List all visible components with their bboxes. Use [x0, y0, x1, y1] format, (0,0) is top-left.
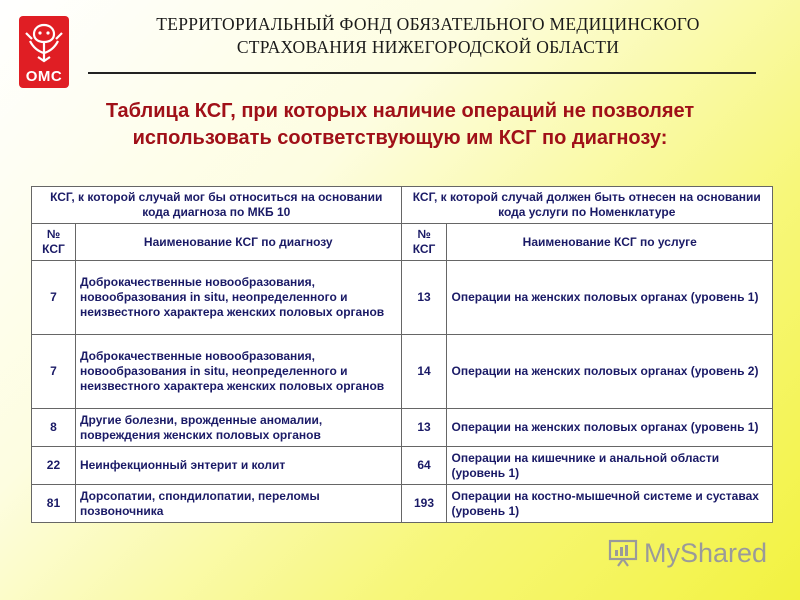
ksg-service-number: 13: [401, 261, 447, 335]
myshared-watermark: [608, 536, 767, 570]
column-header-ksg-number: № КСГ: [32, 224, 76, 261]
ksg-diagnosis-name: Неинфекционный энтерит и колит: [75, 447, 401, 485]
table-row: [32, 261, 773, 335]
ksg-diagnosis-number: 7: [32, 335, 76, 409]
ksg-service-name: Операции на женских половых органах (уровень 1): [447, 409, 773, 447]
ksg-diagnosis-number: 81: [32, 485, 76, 523]
group-header-diagnosis: КСГ, к которой случай мог бы относиться на основании кода диагноза по МКБ 10: [32, 187, 402, 224]
subtitle-line2: использовать соответствующую им КСГ по диагнозу:: [132, 127, 668, 149]
emblem-icon: [24, 21, 64, 65]
oms-logo: [19, 16, 69, 88]
ksg-service-name: Операции на женских половых органах (уровень 1): [447, 261, 773, 335]
column-header-diagnosis-name: Наименование КСГ по диагнозу: [75, 224, 401, 261]
organization-title-line2: СТРАХОВАНИЯ НИЖЕГОРОДСКОЙ ОБЛАСТИ: [236, 37, 620, 57]
ksg-diagnosis-name: Доброкачественные новообразования, новообразования in situ, неопределенного и неизвестного характера женских половых органов: [75, 261, 401, 335]
column-header-service-name: Наименование КСГ по услуге: [447, 224, 773, 261]
slide-subtitle: [60, 98, 740, 152]
ksg-service-number: 13: [401, 409, 447, 447]
header-divider: [88, 72, 756, 74]
ksg-service-name: Операции на костно-мышечной системе и суставах (уровень 1): [447, 485, 773, 523]
ksg-service-name: Операции на женских половых органах (уровень 2): [447, 335, 773, 409]
ksg-service-number: 14: [401, 335, 447, 409]
logo-text: ОМС: [25, 68, 63, 85]
ksg-service-number: 193: [401, 485, 447, 523]
ksg-diagnosis-number: 7: [32, 261, 76, 335]
organization-title: [88, 13, 768, 59]
ksg-service-name: Операции на кишечнике и анальной области (уровень 1): [447, 447, 773, 485]
subtitle-line1: Таблица КСГ, при которых наличие операций не позволяет: [105, 100, 695, 122]
presentation-board-icon: [608, 538, 638, 568]
ksg-service-number: 64: [401, 447, 447, 485]
table-row: [32, 335, 773, 409]
ksg-diagnosis-number: 8: [32, 409, 76, 447]
ksg-diagnosis-name: Дорсопатии, спондилопатии, переломы позвоночника: [75, 485, 401, 523]
watermark-text: MyShared: [644, 537, 768, 568]
ksg-diagnosis-name: Другие болезни, врожденные аномалии, повреждения женских половых органов: [75, 409, 401, 447]
table-row: [32, 485, 773, 523]
table-group-header-row: [32, 187, 773, 224]
group-header-service: КСГ, к которой случай должен быть отнесен на основании кода услуги по Номенклатуре: [401, 187, 772, 224]
organization-title-line1: ТЕРРИТОРИАЛЬНЫЙ ФОНД ОБЯЗАТЕЛЬНОГО МЕДИЦИНСКОГО: [156, 14, 700, 34]
table-column-header-row: [32, 224, 773, 261]
column-header-ksg-number-service: № КСГ: [401, 224, 447, 261]
table-row: [32, 409, 773, 447]
table-row: [32, 447, 773, 485]
ksg-diagnosis-number: 22: [32, 447, 76, 485]
ksg-diagnosis-name: Доброкачественные новообразования, новообразования in situ, неопределенного и неизвестного характера женских половых органов: [75, 335, 401, 409]
ksg-table: [31, 186, 773, 523]
